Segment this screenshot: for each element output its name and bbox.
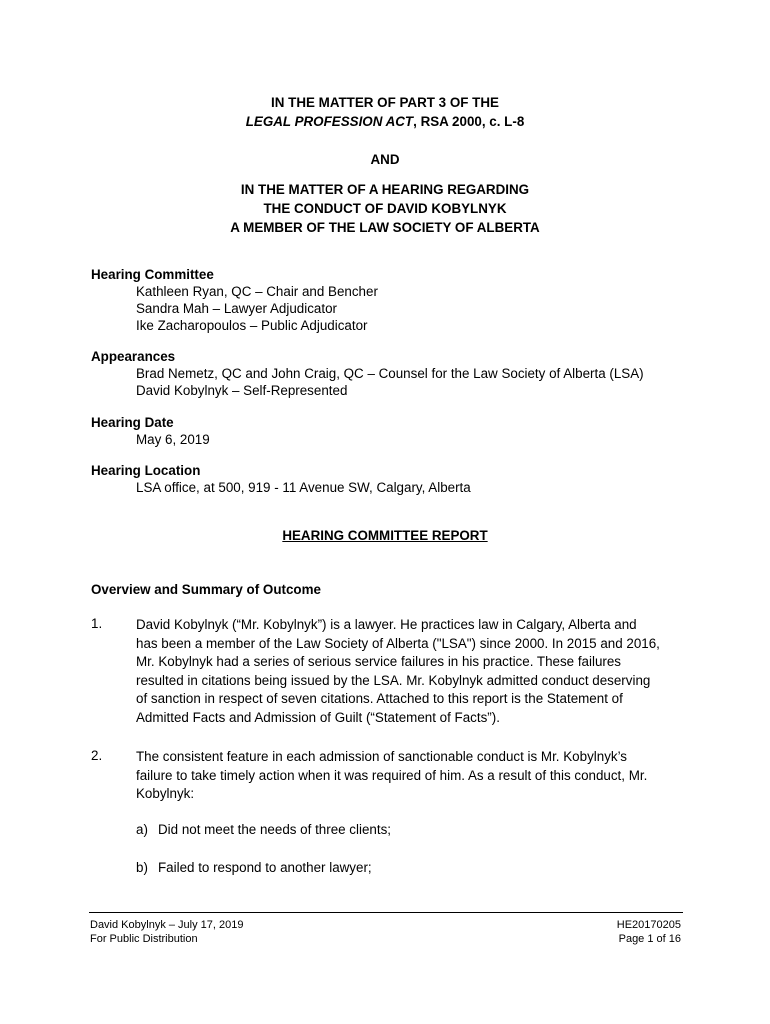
sub-item-a [136, 822, 676, 837]
report-title: HEARING COMMITTEE REPORT [282, 528, 488, 543]
paragraph-line: Mr. Kobylnyk had a series of serious service failures in his practice. These failures [136, 654, 622, 669]
hearing-committee-section [91, 266, 691, 334]
paragraph-text [136, 616, 686, 727]
paragraph-number: 2. [91, 748, 103, 763]
caption-header [0, 93, 770, 131]
paragraph-line: Admitted Facts and Admission of Guilt (“Statement of Facts”). [136, 709, 500, 725]
caption-line-4: THE CONDUCT OF DAVID KOBYLNYK [263, 201, 507, 216]
footer-distribution: For Public Distribution [90, 933, 198, 945]
footer-page-number: Page 1 of 16 [618, 933, 681, 945]
appearance-entry: David Kobylnyk – Self-Represented [136, 383, 348, 398]
hearing-date-section [91, 414, 691, 448]
paragraph-line: David Kobylnyk (“Mr. Kobylnyk”) is a lawyer. He practices law in Calgary, Alberta and [136, 617, 637, 632]
hearing-location-value: LSA office, at 500, 919 - 11 Avenue SW, Calgary, Alberta [136, 480, 471, 495]
paragraph-line: resulted in citations being issued by the LSA. Mr. Kobylnyk admitted conduct deserving [136, 672, 651, 688]
caption-line-5: A MEMBER OF THE LAW SOCIETY OF ALBERTA [230, 220, 540, 235]
hearing-date-heading: Hearing Date [91, 415, 174, 430]
paragraph-line: The consistent feature in each admission of sanctionable conduct is Mr. Kobylnyk’s [136, 749, 628, 764]
paragraph-line: failure to take timely action when it was required of him. As a result of this conduct, Mr. [136, 767, 648, 783]
appearances-section [91, 348, 691, 399]
footer-right [617, 918, 681, 946]
sub-item-b [136, 860, 676, 875]
act-citation: , RSA 2000, c. L-8 [413, 114, 525, 129]
sub-item-letter: a) [136, 822, 148, 837]
overview-title: Overview and Summary of Outcome [91, 582, 321, 597]
committee-member: Ike Zacharopoulos – Public Adjudicator [136, 318, 368, 333]
committee-member: Sandra Mah – Lawyer Adjudicator [136, 301, 337, 316]
caption-and-text: AND [370, 152, 400, 167]
caption-and [0, 150, 770, 169]
act-name: LEGAL PROFESSION ACT [245, 114, 414, 129]
hearing-location-section [91, 462, 691, 496]
committee-member: Kathleen Ryan, QC – Chair and Bencher [136, 284, 378, 299]
sub-item-text: Did not meet the needs of three clients; [158, 822, 391, 837]
caption-line-1: IN THE MATTER OF PART 3 OF THE [271, 95, 499, 110]
paragraph-number: 1. [91, 616, 103, 631]
caption-line-2 [0, 112, 770, 131]
footer-file-number: HE20170205 [616, 919, 681, 931]
paragraph-line: Kobylnyk: [136, 786, 195, 801]
caption-line-3: IN THE MATTER OF A HEARING REGARDING [240, 182, 530, 197]
paragraph-line: has been a member of the Law Society of Alberta ("LSA") since 2000. In 2015 and 2016, [136, 635, 660, 651]
paragraph-text [136, 748, 686, 804]
sub-item-text: Failed to respond to another lawyer; [158, 860, 372, 875]
sub-item-letter: b) [136, 860, 148, 875]
footer-author-date: David Kobylnyk – July 17, 2019 [90, 919, 244, 931]
paragraph-line: of sanction in respect of seven citations. Attached to this report is the Statement of [136, 691, 623, 706]
appearances-heading: Appearances [91, 349, 176, 364]
hearing-committee-heading: Hearing Committee [91, 267, 214, 282]
footer-left [90, 918, 243, 946]
footer-divider [89, 912, 683, 913]
appearance-entry: Brad Nemetz, QC and John Craig, QC – Counsel for the Law Society of Alberta (LSA) [136, 366, 644, 381]
hearing-date-value: May 6, 2019 [136, 432, 210, 447]
hearing-location-heading: Hearing Location [91, 463, 201, 478]
caption-matter [0, 180, 770, 237]
